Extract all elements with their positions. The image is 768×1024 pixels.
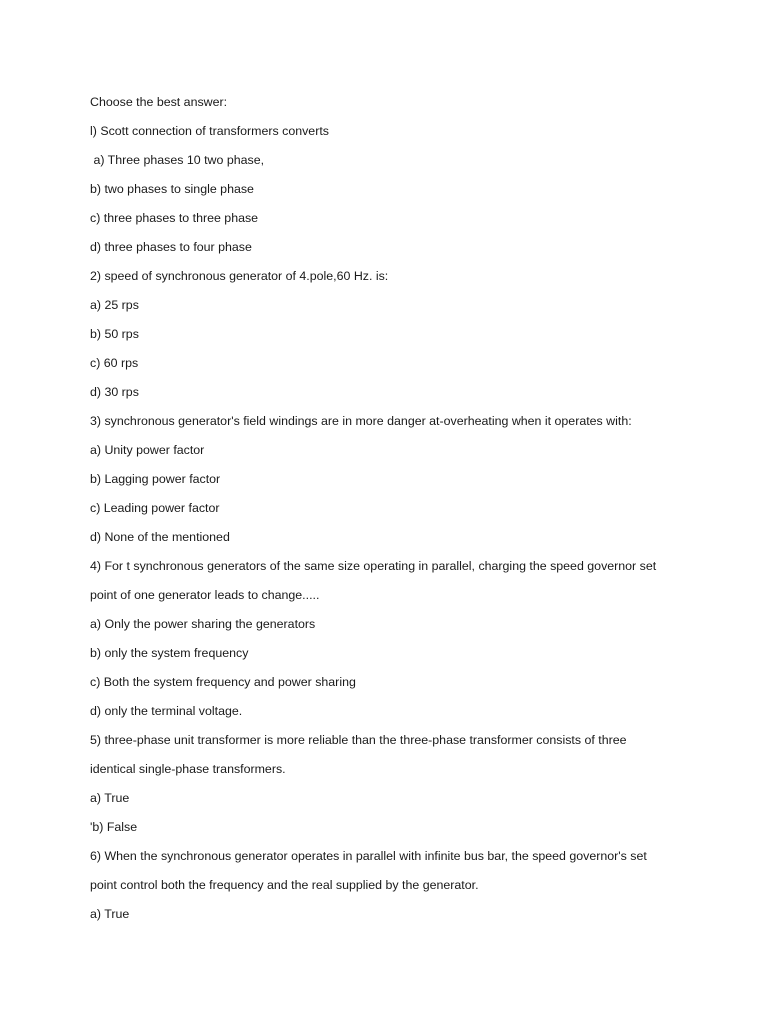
instruction-heading: Choose the best answer: bbox=[90, 95, 228, 109]
question-2-option-d: d) 30 rps bbox=[90, 385, 139, 399]
question-3-text: 3) synchronous generator's field windings are in more danger at-overheating when it operates with: bbox=[90, 414, 632, 428]
question-4-text-line-2: point of one generator leads to change..... bbox=[90, 588, 320, 602]
question-3-option-d: d) None of the mentioned bbox=[90, 530, 230, 544]
question-5-text-line-1: 5) three-phase unit transformer is more reliable than the three-phase transformer consists of three bbox=[90, 733, 627, 747]
question-6-option-a: a) True bbox=[90, 907, 130, 921]
question-4-option-a: a) Only the power sharing the generators bbox=[90, 617, 316, 631]
question-3-option-c: c) Leading power factor bbox=[90, 501, 220, 515]
question-2-option-b: b) 50 rps bbox=[90, 327, 139, 341]
question-3-option-b: b) Lagging power factor bbox=[90, 472, 221, 486]
question-4-text-line-1: 4) For t synchronous generators of the same size operating in parallel, charging the speed governor set bbox=[90, 559, 657, 573]
question-2-option-a: a) 25 rps bbox=[90, 298, 139, 312]
document-body bbox=[90, 92, 730, 933]
question-5-text-line-2: identical single-phase transformers. bbox=[90, 762, 286, 776]
question-1-text: l) Scott connection of transformers converts bbox=[90, 124, 329, 138]
question-1-option-d: d) three phases to four phase bbox=[90, 240, 252, 254]
question-2-option-c: c) 60 rps bbox=[90, 356, 139, 370]
question-1-option-c: c) three phases to three phase bbox=[90, 211, 259, 225]
question-1-option-a: a) Three phases 10 two phase, bbox=[90, 153, 265, 167]
question-5-option-a: a) True bbox=[90, 791, 130, 805]
question-3-option-a: a) Unity power factor bbox=[90, 443, 205, 457]
question-5-option-b: 'b) False bbox=[90, 820, 138, 834]
question-6-text-line-2: point control both the frequency and the real supplied by the generator. bbox=[90, 878, 479, 892]
question-4-option-c: c) Both the system frequency and power sharing bbox=[90, 675, 356, 689]
question-6-text-line-1: 6) When the synchronous generator operates in parallel with infinite bus bar, the speed governor's set bbox=[90, 849, 647, 863]
question-2-text: 2) speed of synchronous generator of 4.pole,60 Hz. is: bbox=[90, 269, 389, 283]
question-4-option-d: d) only the terminal voltage. bbox=[90, 704, 243, 718]
question-1-option-b: b) two phases to single phase bbox=[90, 182, 254, 196]
question-4-option-b: b) only the system frequency bbox=[90, 646, 249, 660]
